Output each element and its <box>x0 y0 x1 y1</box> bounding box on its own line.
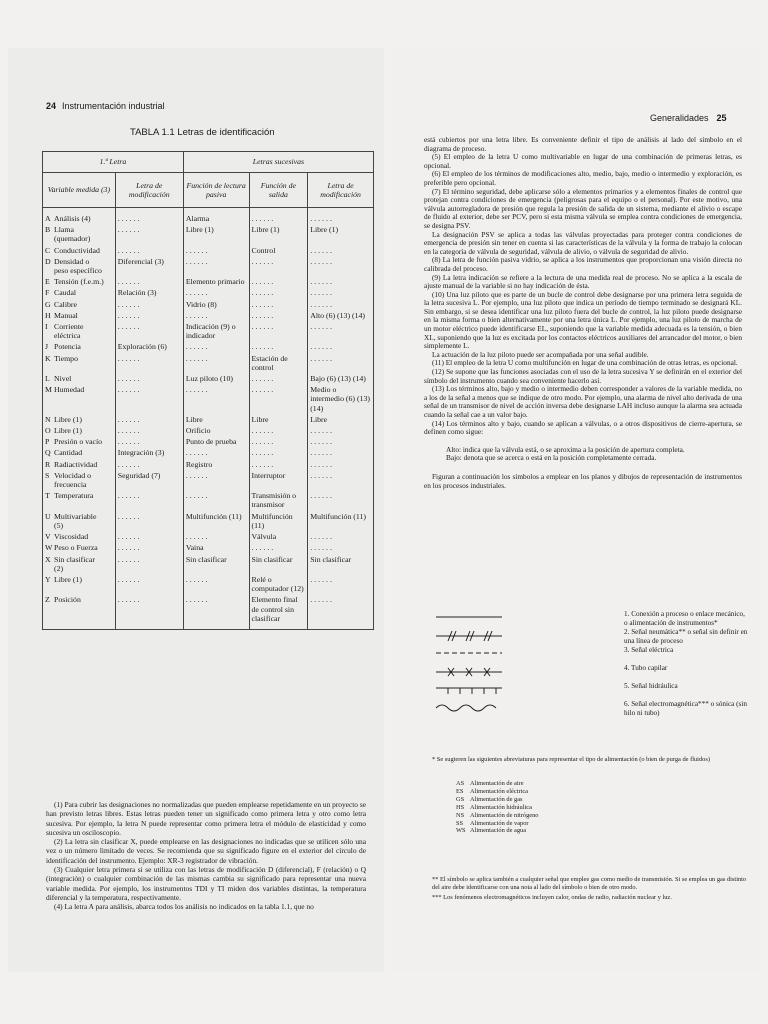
letter: U <box>45 511 51 521</box>
table-row <box>43 425 374 436</box>
output-function-cell: ...... <box>249 310 308 321</box>
letter: L <box>45 374 50 384</box>
modification-cell: ...... <box>115 384 183 414</box>
modification-2-cell: Multifunción (11) <box>308 511 374 531</box>
symbol-label: 4. Tubo capilar <box>624 664 668 672</box>
note-4: (4) La letra A para análisis, abarca todos los análisis no indicados en la tabla 1.1, que no <box>54 902 314 912</box>
table-row <box>43 353 374 373</box>
variable-name: Calibre <box>54 299 77 309</box>
table-body <box>43 208 374 630</box>
table-row <box>43 299 374 310</box>
modification-cell: Relación (3) <box>115 287 183 298</box>
modification-2-cell: ...... <box>308 276 374 287</box>
table-row <box>43 256 374 276</box>
output-function-cell: Interruptor <box>249 470 308 490</box>
symbol-row <box>428 610 748 628</box>
modification-2-cell: ...... <box>308 299 374 310</box>
modification-cell: ...... <box>115 414 183 425</box>
running-head-right <box>650 113 727 123</box>
variable-name: Humedad <box>54 385 85 395</box>
header-first-letter: 1.ª Letra <box>43 152 184 173</box>
abbreviation-code: GS <box>456 795 465 803</box>
passive-function-cell: Multifunción (11) <box>183 511 249 531</box>
variable-cell <box>43 208 116 225</box>
footnote-electromagnetic: *** Los fenómenos electromagnéticos incluyen calor, ondas de radio, radiación nuclear y luz. <box>432 894 672 901</box>
output-function-cell: ...... <box>249 373 308 384</box>
abbreviation-code: HS <box>456 803 465 811</box>
abbreviation-item <box>456 812 539 820</box>
abbreviation-code: SS <box>456 819 464 827</box>
modification-2-cell: ...... <box>308 490 374 510</box>
variable-cell <box>43 542 116 553</box>
abbreviation-code: AS <box>456 780 465 787</box>
output-function-cell: Sin clasificar <box>249 554 308 574</box>
output-function-cell: Control <box>249 245 308 256</box>
table-row <box>43 341 374 352</box>
variable-cell <box>43 490 116 510</box>
letter: W <box>45 543 53 553</box>
header-variable: Variable medida (3) <box>43 173 116 208</box>
table-row <box>43 224 374 244</box>
paragraph: La actuación de la luz piloto puede ser acompañada por una señal audible. <box>432 349 649 359</box>
variable-cell <box>43 224 116 244</box>
output-function-cell: ...... <box>249 287 308 298</box>
variable-name: Densidad o peso específico <box>54 256 102 276</box>
abbreviation-code: ES <box>456 787 464 795</box>
table-row <box>43 574 374 594</box>
variable-name: Peso o Fuerza <box>54 543 98 553</box>
page-number-right: 25 <box>716 113 727 123</box>
variable-cell <box>43 470 116 490</box>
passive-function-cell: ...... <box>183 531 249 542</box>
table-row <box>43 436 374 447</box>
modification-cell: ...... <box>115 425 183 436</box>
paragraph: (10) Una luz piloto que es parte de un bucle de control debe designarse por una primera letra seguida de la letra sucesiva L. Por ejemplo, una luz piloto que indica un período de tiempo terminado se designará KL. Sin embargo, si se desea identificar una luz piloto fuera del bucle de control, la luz piloto puede designarse en la misma forma o bien alternativamente por una letra única L. Por ejemplo, una luz piloto de marcha de un motor eléctrico puede identificarse EL, suponiendo que la variable medida adecuada es la tensión, o bien XL, suponiendo que la luz es excitada por los contactos eléctricos auxiliares del arrancador del motor, o bien simplemente L. <box>424 289 742 351</box>
note-1: (1) Para cubrir las designaciones no normalizadas que pueden emplearse repetidamente en un proyecto se han previsto letras libres. Estas letras pueden tener un significado como primera letra y otro como letra sucesiva. Por ejemplo, la letra N puede representar como primera letra el módulo de elasticidad y como sucesiva un osciloscopio. <box>46 800 366 837</box>
variable-cell <box>43 436 116 447</box>
variable-cell <box>43 373 116 384</box>
modification-cell: Integración (3) <box>115 447 183 458</box>
table-row <box>43 459 374 470</box>
table-row <box>43 414 374 425</box>
line-symbols-list <box>428 610 748 718</box>
output-function-cell: ...... <box>249 299 308 310</box>
modification-2-cell: ...... <box>308 425 374 436</box>
letter: V <box>45 532 51 542</box>
pneumatic-signal-line-icon <box>434 630 504 642</box>
abbreviation-text: Alimentación de nitrógeno <box>470 811 539 819</box>
identification-letters-table <box>42 151 374 630</box>
symbol-label: 2. Señal neumática** o señal sin definir en una línea de proceso <box>624 628 748 645</box>
symbol-label: 1. Conexión a proceso o enlace mecánico, o alimentación de instrumentos* <box>624 610 745 627</box>
variable-name: Presión o vacío <box>54 437 103 447</box>
modification-cell: Diferencial (3) <box>115 256 183 276</box>
table-row <box>43 208 374 225</box>
abbreviation-item <box>456 796 539 804</box>
capillary-tube-line-icon <box>434 666 504 678</box>
letter: N <box>45 414 51 424</box>
variable-cell <box>43 310 116 321</box>
modification-2-cell: ...... <box>308 436 374 447</box>
letter: Y <box>45 574 51 584</box>
modification-2-cell: ...... <box>308 256 374 276</box>
variable-name: Temperatura <box>54 491 94 501</box>
header-modification-2: Letra de modificación <box>308 173 374 208</box>
book-title: Instrumentación industrial <box>62 101 165 111</box>
modification-2-cell: Libre (1) <box>308 224 374 244</box>
variable-cell <box>43 353 116 373</box>
table-row <box>43 276 374 287</box>
table-row <box>43 245 374 256</box>
variable-cell <box>43 256 116 276</box>
variable-name: Radiactividad <box>54 459 98 469</box>
abbreviation-text: Alimentación de aire <box>470 780 524 787</box>
modification-2-cell: Sin clasificar <box>308 554 374 574</box>
modification-cell: ...... <box>115 373 183 384</box>
output-function-cell: Libre (1) <box>249 224 308 244</box>
variable-name: Velocidad o frecuencia <box>54 470 92 490</box>
table-row <box>43 470 374 490</box>
variable-cell <box>43 384 116 414</box>
right-page <box>392 48 760 972</box>
passive-function-cell: Elemento primario <box>183 276 249 287</box>
output-function-cell: ...... <box>249 341 308 352</box>
table-row <box>43 321 374 341</box>
passive-function-cell: ...... <box>183 341 249 352</box>
modification-cell: ...... <box>115 531 183 542</box>
table-title: TABLA 1.1 Letras de identificación <box>130 127 275 138</box>
footnote-supply: * Se sugieren las siguientes abreviaturas para representar el tipo de alimentación (o bien de purga de fluidos) <box>432 756 710 763</box>
passive-function-cell: ...... <box>183 245 249 256</box>
variable-name: Nivel <box>54 374 72 384</box>
modification-2-cell: Bajo (6) (13) (14) <box>308 373 374 384</box>
modification-cell: ...... <box>115 459 183 470</box>
abbreviation-list <box>456 780 539 835</box>
passive-function-cell: Indicación (9) o indicador <box>183 321 249 341</box>
variable-name: Corriente eléctrica <box>54 322 84 341</box>
passive-function-cell: ...... <box>183 310 249 321</box>
abbreviation-code: WS <box>456 827 466 835</box>
output-function-cell: Multifunción (11) <box>249 511 308 531</box>
output-function-cell: ...... <box>249 447 308 458</box>
output-function-cell: ...... <box>249 459 308 470</box>
modification-2-cell: ...... <box>308 341 374 352</box>
symbol-label: 5. Señal hidráulica <box>624 682 678 690</box>
page-number-left: 24 <box>46 101 57 111</box>
variable-name: Tensión (f.e.m.) <box>54 277 104 287</box>
process-connection-line-icon <box>434 612 504 622</box>
variable-cell <box>43 287 116 298</box>
passive-function-cell: ...... <box>183 384 249 414</box>
table-row <box>43 594 374 629</box>
letter: B <box>45 225 51 235</box>
paragraph: (7) El término seguridad, debe aplicarse sólo a elementos primarios y a elementos finales de control que protejan contra condiciones de emergencia (peligrosas para el equipo o el personal). Por este motivo, una válvula autorregladora de presión que regula la presión de salida de un sistema, mediante el alivio o escape de fluido al exterior, debe ser PCV, pero si esta misma válvula se emplea contra condiciones de emergencia, se designa PSV. <box>424 186 742 230</box>
header-output-function: Función de salida <box>249 173 308 208</box>
table-row <box>43 447 374 458</box>
paragraph: (6) El empleo de los términos de modificaciones alto, medio, bajo, medio o intermedio y exploración, es preferible pero opcional. <box>424 169 742 187</box>
modification-2-cell: Libre <box>308 414 374 425</box>
abbreviation-text: Alimentación eléctrica <box>470 787 529 795</box>
modification-2-cell: Medio o intermedio (6) (13) (14) <box>308 384 374 414</box>
modification-2-cell: ...... <box>308 531 374 542</box>
letter: H <box>45 310 51 320</box>
letter: Q <box>45 448 51 458</box>
variable-cell <box>43 414 116 425</box>
table-row <box>43 287 374 298</box>
note-2: (2) La letra sin clasificar X, puede emplearse en las designaciones no indicadas que se utilicen sólo una vez o un número limitado de veces. Se recomienda que su significado figure en el exterior del círculo de identificación del instrumento. Ejemplo: XR-3 registrador de vibración. <box>46 837 366 865</box>
modification-2-cell: ...... <box>308 542 374 553</box>
letter: I <box>45 322 48 332</box>
modification-2-cell: ...... <box>308 447 374 458</box>
output-function-cell: ...... <box>249 321 308 341</box>
variable-name: Cantidad <box>54 448 83 458</box>
abbreviation-item <box>456 804 539 812</box>
symbol-label: 6. Señal electromagnética*** o sónica (sin hilo ni tubo) <box>624 700 747 717</box>
definition-bajo: Bajo: denota que se acerca o está en la posición completamente cerrada. <box>446 453 657 463</box>
modification-cell: ...... <box>115 276 183 287</box>
paragraph: (8) La letra de función pasiva vidrio, se aplica a los instrumentos que proporcionan una visión directa no calibrada del proceso. <box>424 255 742 273</box>
passive-function-cell: Vaina <box>183 542 249 553</box>
passive-function-cell: Registro <box>183 459 249 470</box>
electric-signal-line-icon <box>434 648 504 658</box>
variable-cell <box>43 299 116 310</box>
table-row <box>43 490 374 510</box>
paragraph: (11) El empleo de la letra U como multifunción en lugar de una combinación de otras letras, es opcional. <box>432 358 738 368</box>
modification-2-cell: ...... <box>308 353 374 373</box>
modification-cell: Exploración (6) <box>115 341 183 352</box>
variable-cell <box>43 574 116 594</box>
table-row <box>43 542 374 553</box>
output-function-cell: Válvula <box>249 531 308 542</box>
passive-function-cell: Vidrio (8) <box>183 299 249 310</box>
passive-function-cell: ...... <box>183 287 249 298</box>
passive-function-cell: ...... <box>183 594 249 629</box>
symbol-row <box>428 682 748 700</box>
electromagnetic-signal-line-icon <box>434 702 504 714</box>
passive-function-cell: ...... <box>183 353 249 373</box>
paragraph: (14) Los términos alto y bajo, cuando se aplican a válvulas, o a otros dispositivos de cierre-apertura, se definen como sigue: <box>424 418 742 437</box>
abbreviation-text: Alimentación de gas <box>470 795 523 803</box>
modification-2-cell: ...... <box>308 321 374 341</box>
abbreviation-item <box>456 780 539 788</box>
table-row <box>43 531 374 542</box>
variable-cell <box>43 531 116 542</box>
table-row <box>43 554 374 574</box>
letter: M <box>45 385 52 395</box>
modification-cell: ...... <box>115 353 183 373</box>
modification-cell: ...... <box>115 436 183 447</box>
note-3: (3) Cualquier letra primera si se utiliza con las letras de modificación D (diferencial), F (relación) o Q (integración) o cualquier combinación de las mismas cambia su significado para representar una nueva variable medida. Por ejemplo, los instrumentos TDI y TI miden dos variables distintas, la temperatura diferencial y la temperatura, respectivamente. <box>46 865 366 902</box>
modification-2-cell: ...... <box>308 470 374 490</box>
passive-function-cell: Orificio <box>183 425 249 436</box>
header-passive-function: Función de lectura pasiva <box>183 173 249 208</box>
header-modification-1: Letra de modificación <box>115 173 183 208</box>
paragraph: La designación PSV se aplica a todas las válvulas proyectadas para proteger contra condiciones de emergencia de presión sin tener en cuenta si las características de la válvula y la forma de trabajo la colocan en la categoría de válvula de seguridad, válvula de alivio, o válvula de seguridad de alivio. <box>424 229 742 256</box>
abbreviation-item <box>456 827 539 835</box>
variable-cell <box>43 341 116 352</box>
letter: P <box>45 437 50 447</box>
modification-cell: ...... <box>115 574 183 594</box>
variable-name: Caudal <box>54 288 77 298</box>
letter: X <box>45 554 51 564</box>
output-function-cell: Libre <box>249 414 308 425</box>
definition-alto: Alto: indica que la válvula está, o se aproxima a la posición de apertura completa. <box>446 444 685 454</box>
variable-name: Potencia <box>54 342 81 352</box>
abbreviation-item <box>456 820 539 828</box>
passive-function-cell: Libre (1) <box>183 224 249 244</box>
modification-2-cell: ...... <box>308 287 374 298</box>
output-function-cell: ...... <box>249 542 308 553</box>
variable-cell <box>43 554 116 574</box>
output-function-cell: Estación de control <box>249 353 308 373</box>
passive-function-cell: ...... <box>183 447 249 458</box>
modification-cell: ...... <box>115 511 183 531</box>
symbol-row <box>428 628 748 646</box>
running-head-left <box>46 101 165 111</box>
letter: C <box>45 245 51 255</box>
modification-cell: ...... <box>115 299 183 310</box>
output-function-cell: ...... <box>249 256 308 276</box>
letter: G <box>45 299 51 309</box>
output-function-cell: Elemento final de control sin clasificar <box>249 594 308 629</box>
header-next-letters: Letras sucesivas <box>183 152 373 173</box>
variable-name: Posición <box>54 595 81 605</box>
output-function-cell: ...... <box>249 208 308 225</box>
variable-cell <box>43 276 116 287</box>
passive-function-cell: Luz piloto (10) <box>183 373 249 384</box>
variable-cell <box>43 511 116 531</box>
variable-cell <box>43 245 116 256</box>
modification-2-cell: ...... <box>308 208 374 225</box>
passive-function-cell: ...... <box>183 470 249 490</box>
passive-function-cell: Libre <box>183 414 249 425</box>
paragraph: (13) Los términos alto, bajo y medio o intermedio deben corresponder a valores de la variable medida, no a los de la señal a menos que se indique de otro modo. Por ejemplo, una alarma de nivel alto derivada de una señal de un transmisor de nivel de acción inversa debe designarse LAH incluso aunque la alarma sea actuada cuando la señal cae a un valor bajo. <box>424 384 742 419</box>
letter: O <box>45 426 51 436</box>
paragraph: está cubiertos por una letra libre. Es conveniente definir el tipo de análisis al lado del símbolo en el diagrama de proceso. <box>424 135 742 153</box>
output-function-cell: ...... <box>249 425 308 436</box>
output-function-cell: Transmisión o transmisor <box>249 490 308 510</box>
abbreviation-text: Alimentación hidráulica <box>470 803 532 811</box>
table-row <box>43 384 374 414</box>
symbols-intro: Figuran a continuación los símbolos a emplear en los planos y dibujos de representación de instrumentos en los procesos industriales. <box>424 471 742 490</box>
left-page <box>8 48 384 972</box>
symbol-row <box>428 700 748 718</box>
abbreviation-text: Alimentación de vapor <box>470 819 529 827</box>
variable-name: Conductividad <box>54 245 100 255</box>
modification-2-cell: ...... <box>308 594 374 629</box>
modification-cell: ...... <box>115 594 183 629</box>
paragraph: (12) Se supone que las funciones asociadas con el uso de la letra sucesiva Y se definirán en el exterior del símbolo del instrumento cuando sea conveniente hacerlo así. <box>424 367 742 385</box>
modification-cell: ...... <box>115 224 183 244</box>
letter: T <box>45 491 50 501</box>
variable-name: Libre (1) <box>54 414 82 424</box>
table-row <box>43 511 374 531</box>
output-function-cell: ...... <box>249 384 308 414</box>
letter: Z <box>45 595 50 605</box>
variable-name: Tiempo <box>54 353 78 363</box>
letter: S <box>45 470 50 480</box>
modification-2-cell: ...... <box>308 459 374 470</box>
variable-name: Manual <box>54 310 78 320</box>
output-function-cell: Relé o computador (12) <box>249 574 308 594</box>
variable-cell <box>43 425 116 436</box>
modification-cell: ...... <box>115 542 183 553</box>
modification-2-cell: ...... <box>308 574 374 594</box>
letter: D <box>45 256 51 266</box>
footnote-pneumatic: ** El símbolo se aplica también a cualquier señal que emplee gas como medio de transmisión. Si se emplea un gas distinto del aire debe identificarse con una nota al lado del símbolo o bien de otro modo. <box>432 876 747 891</box>
modification-2-cell: Alto (6) (13) (14) <box>308 310 374 321</box>
paragraph: (5) El empleo de la letra U como multivariable en lugar de una combinación de primeras letras, es opcional. <box>424 152 742 170</box>
paragraph: (9) La letra indicación se refiere a la lectura de una medida real de proceso. No se aplica a la escala de ajuste manual de la variable si no hay indicación de ésta. <box>424 272 742 291</box>
modification-cell: Seguridad (7) <box>115 470 183 490</box>
abbreviation-item <box>456 788 539 796</box>
variable-cell <box>43 447 116 458</box>
passive-function-cell: ...... <box>183 490 249 510</box>
output-function-cell: ...... <box>249 436 308 447</box>
table-row <box>43 310 374 321</box>
variable-cell <box>43 594 116 629</box>
modification-cell: ...... <box>115 310 183 321</box>
letter: E <box>45 277 50 287</box>
symbol-row <box>428 646 748 664</box>
letter: R <box>45 459 51 469</box>
passive-function-cell: Punto de prueba <box>183 436 249 447</box>
abbreviation-code: NS <box>456 811 465 819</box>
letter: J <box>45 342 49 352</box>
variable-cell <box>43 321 116 341</box>
modification-cell: ...... <box>115 321 183 341</box>
letter: F <box>45 288 50 298</box>
variable-name: Libre (1) <box>54 574 82 584</box>
table-notes <box>46 800 366 912</box>
passive-function-cell: ...... <box>183 574 249 594</box>
modification-cell: ...... <box>115 490 183 510</box>
variable-name: Análisis (4) <box>54 214 91 223</box>
modification-cell: ...... <box>115 208 183 225</box>
abbreviation-text: Alimentación de agua <box>470 827 527 835</box>
symbol-label: 3. Señal eléctrica <box>624 646 674 654</box>
variable-name: Llama (quemador) <box>54 225 91 244</box>
letter: K <box>45 353 51 363</box>
passive-function-cell: Alarma <box>183 208 249 225</box>
chapter-title: Generalidades <box>650 113 709 123</box>
passive-function-cell: Sin clasificar <box>183 554 249 574</box>
letter: A <box>45 214 51 223</box>
table-row <box>43 373 374 384</box>
symbol-row <box>428 664 748 682</box>
modification-2-cell: ...... <box>308 245 374 256</box>
modification-cell: ...... <box>115 554 183 574</box>
variable-name: Libre (1) <box>54 426 82 436</box>
passive-function-cell: ...... <box>183 256 249 276</box>
variable-name: Multivariable (5) <box>54 511 97 530</box>
body-text <box>424 136 742 490</box>
modification-cell: ...... <box>115 245 183 256</box>
output-function-cell: ...... <box>249 276 308 287</box>
variable-name: Viscosidad <box>54 532 89 542</box>
hydraulic-signal-line-icon <box>434 684 504 696</box>
variable-name: Sin clasificar (2) <box>54 554 95 573</box>
variable-cell <box>43 459 116 470</box>
